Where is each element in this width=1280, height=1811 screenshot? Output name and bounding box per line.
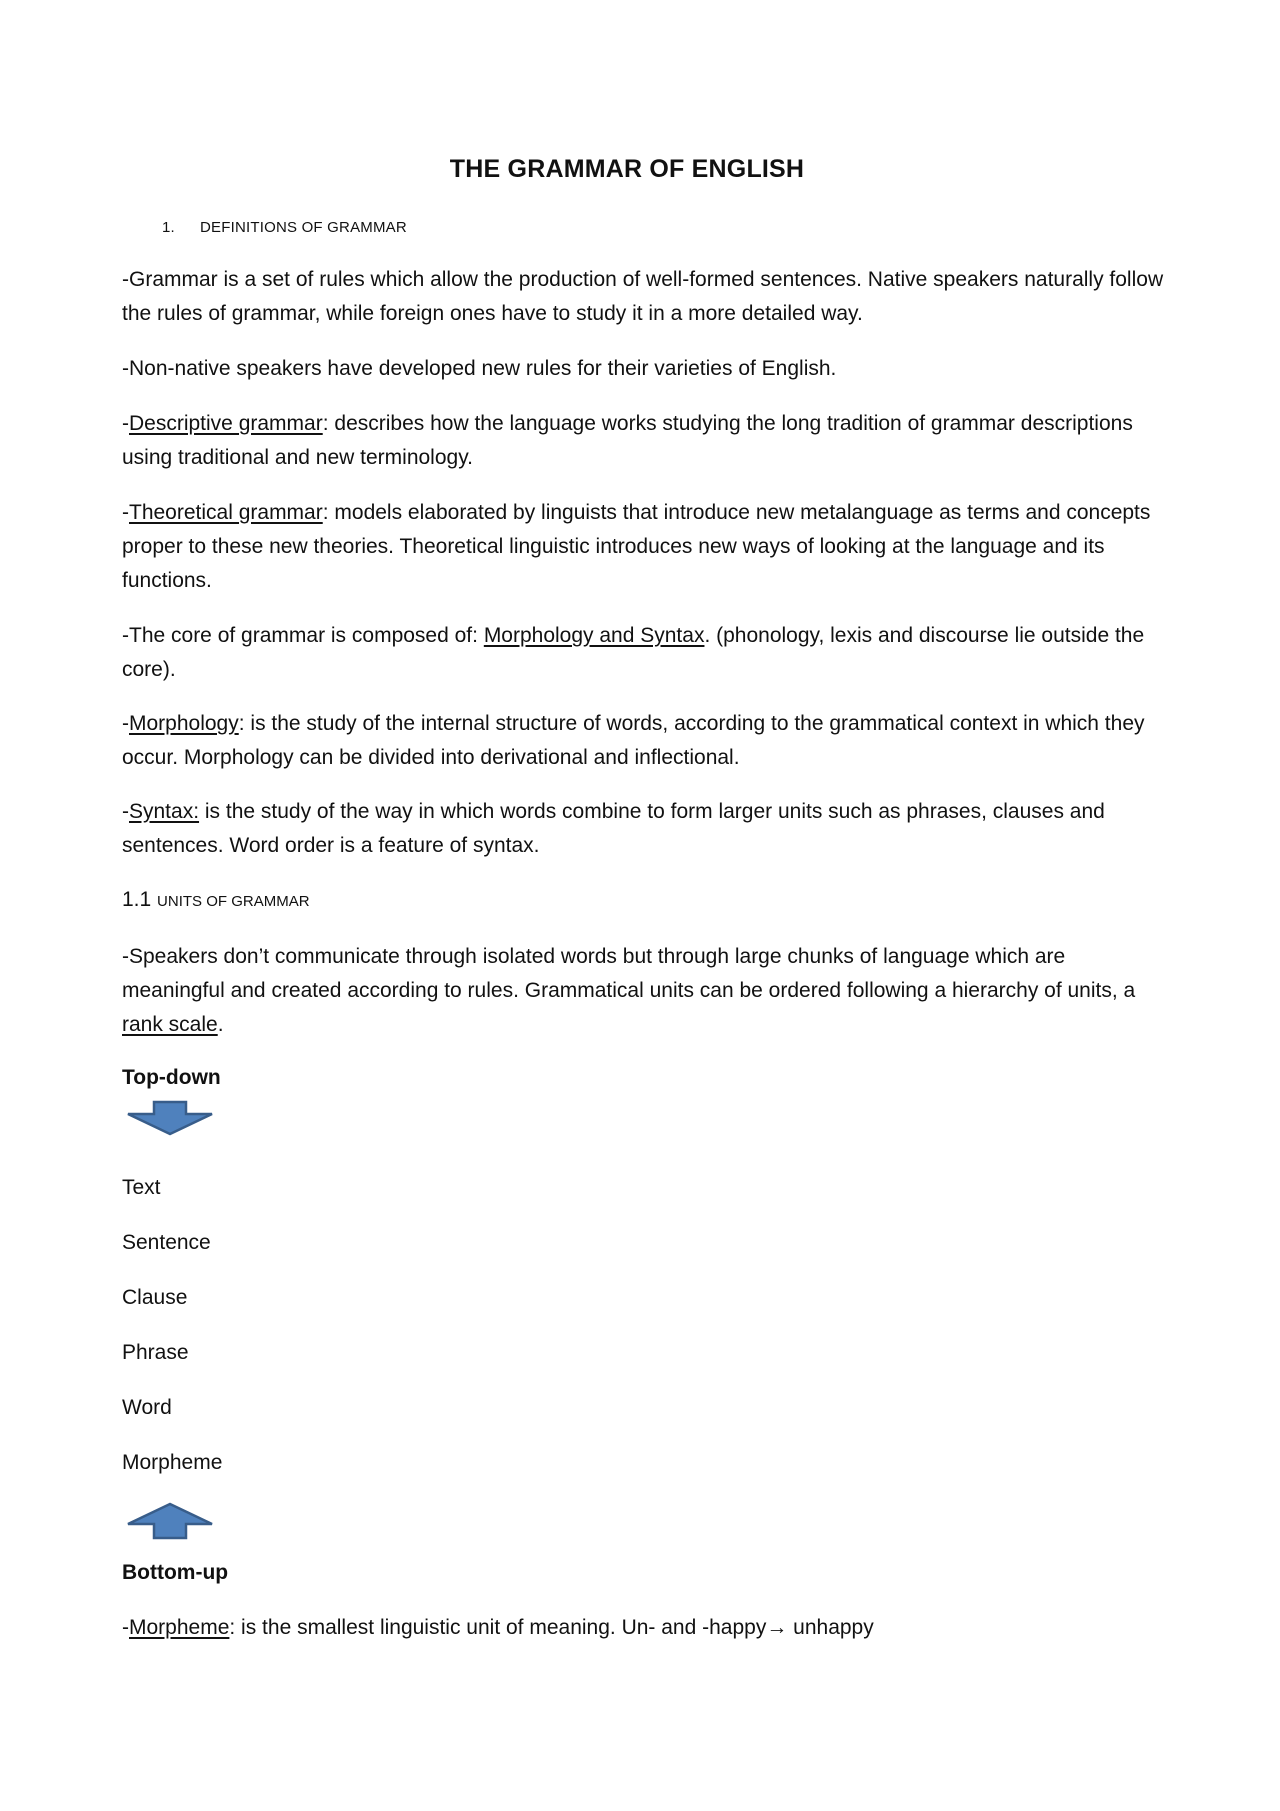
- arrow-down-icon: [124, 1100, 216, 1136]
- term-morpheme: Morpheme: [129, 1616, 230, 1639]
- section-heading-text: DEFINITIONS OF GRAMMAR: [200, 219, 407, 236]
- rank-unit-sentence: Sentence: [122, 1231, 211, 1254]
- label-top-down: Top-down: [122, 1066, 221, 1089]
- term-theoretical-grammar: Theoretical grammar: [129, 501, 323, 524]
- rank-unit-morpheme: Morpheme: [122, 1451, 223, 1474]
- paragraph-units-of-grammar: [122, 940, 1168, 1042]
- paragraph-non-native: -Non-native speakers have developed new rules for their varieties of English.: [122, 357, 837, 380]
- rank-unit-clause: Clause: [122, 1286, 188, 1309]
- definition-text: : models elaborated by linguists that introduce new metalanguage as terms and concepts proper to these new theories. Theoretical linguistic introduces new ways of looking at the language and its functions.: [122, 501, 1151, 592]
- section-number: 1.1: [122, 888, 152, 911]
- rank-unit-phrase: Phrase: [122, 1341, 189, 1364]
- dash: -: [122, 712, 129, 735]
- paragraph-morphology: [122, 707, 1168, 775]
- text-before: -The core of grammar is composed of:: [122, 624, 484, 647]
- term-syntax: Syntax:: [129, 800, 200, 823]
- arrow-up-icon: [124, 1502, 216, 1540]
- section-heading-text: UNITS OF GRAMMAR: [157, 893, 310, 910]
- definition-text: : is the study of the internal structure of words, according to the grammatical context in which they occur. Morphology can be divided into derivational and inflectional.: [122, 712, 1145, 769]
- definition-text: : describes how the language works studying the long tradition of grammar descriptions using traditional and new terminology.: [122, 412, 1133, 469]
- text-after: . (phonology, lexis and discourse lie outside the core).: [122, 624, 1145, 681]
- section-number: 1.: [162, 219, 175, 236]
- rank-unit-word: Word: [122, 1396, 172, 1419]
- paragraph-theoretical-grammar: [122, 496, 1168, 598]
- term-morphology: Morphology: [129, 712, 239, 735]
- paragraph-syntax: [122, 795, 1168, 863]
- term-descriptive-grammar: Descriptive grammar: [129, 412, 323, 435]
- dash: -: [122, 501, 129, 524]
- term-morphology-and-syntax: Morphology and Syntax: [483, 624, 705, 647]
- result-word: unhappy: [787, 1616, 874, 1639]
- dash: -: [122, 412, 129, 435]
- rank-unit-text: Text: [122, 1176, 161, 1199]
- paragraph-grammar-rules: -Grammar is a set of rules which allow the production of well-formed sentences. Native speakers naturally follow the rules of grammar, while foreign ones have to study it in a more detailed way.: [122, 268, 1164, 325]
- term-rank-scale: rank scale: [122, 1013, 218, 1036]
- label-bottom-up: Bottom-up: [122, 1561, 229, 1584]
- dash: -: [122, 800, 129, 823]
- text-after: .: [217, 1013, 224, 1036]
- text-before: -Speakers don’t communicate through isolated words but through large chunks of language which are meaningful and created according to rules. Grammatical units can be ordered following a hierarchy of units, a: [122, 945, 1136, 1002]
- right-arrow-icon: →: [766, 1616, 788, 1639]
- section-heading-units: [122, 888, 310, 912]
- paragraph-descriptive-grammar: [122, 407, 1168, 475]
- section-heading-definitions: [162, 219, 407, 236]
- dash: -: [122, 1616, 129, 1639]
- paragraph-core-of-grammar: [122, 619, 1168, 687]
- definition-text: : is the smallest linguistic unit of meaning. Un- and -happy: [229, 1616, 767, 1639]
- paragraph-morpheme-definition: [122, 1611, 1168, 1645]
- document-title: THE GRAMMAR OF ENGLISH: [449, 155, 805, 183]
- definition-text: is the study of the way in which words combine to form larger units such as phrases, clauses and sentences. Word order is a feature of syntax.: [122, 800, 1105, 857]
